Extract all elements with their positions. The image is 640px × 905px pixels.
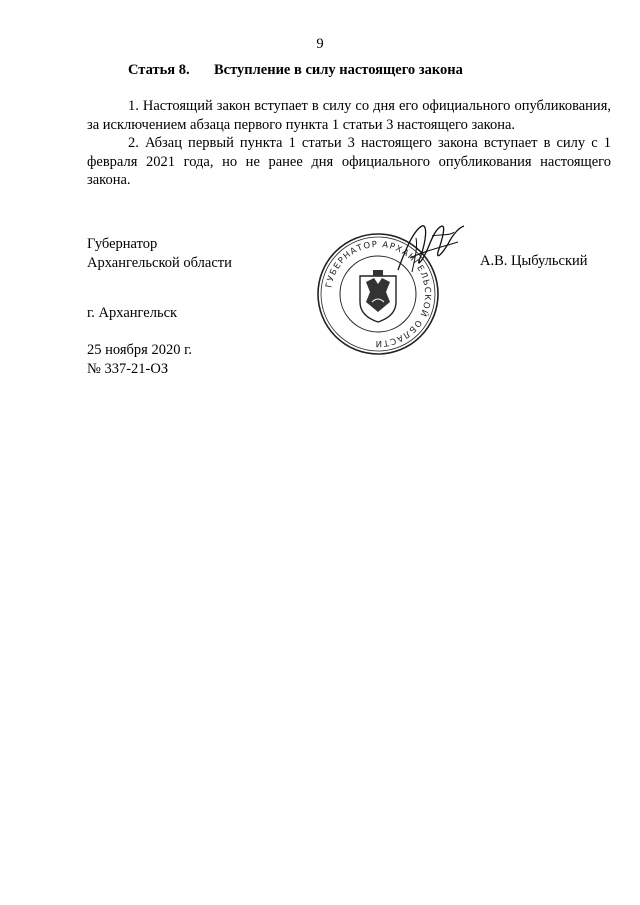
city-line: г. Архангельск [87, 305, 178, 321]
coat-of-arms-icon [360, 270, 396, 322]
adoption-details [87, 341, 192, 378]
law-number: № 337-21-ОЗ [87, 360, 169, 377]
article-body [87, 97, 611, 190]
page-number: 9 [316, 36, 324, 52]
position-line-1: Губернатор [87, 236, 158, 252]
handwritten-signature [392, 218, 472, 278]
article-title: Вступление в силу настоящего закона [214, 62, 463, 78]
article-number: Статья 8. [128, 62, 190, 78]
adoption-date: 25 ноября 2020 г. [87, 342, 193, 358]
paragraph-1: 1. Настоящий закон вступает в силу со дня его официального опубликования, за исключением абзаца первого пункта 1 статьи 3 настоящего закона. [87, 98, 611, 133]
svg-text:ГУБЕРНАТОР АРХАНГЕЛЬСКОЙ ОБЛАС: ГУБЕРНАТОР АРХАНГЕЛЬСКОЙ ОБЛАСТИ [324, 239, 433, 349]
position-line-2: Архангельской области [87, 254, 232, 271]
article-heading [128, 62, 463, 79]
paragraph-2: 2. Абзац первый пункта 1 статьи 3 настоящего закона вступает в силу с 1 февраля 2021 года, но не ранее дня официального опубликования настоящего закона. [87, 135, 611, 188]
signatory-position [87, 235, 232, 272]
signatory-name: А.В. Цыбульский [480, 253, 588, 269]
